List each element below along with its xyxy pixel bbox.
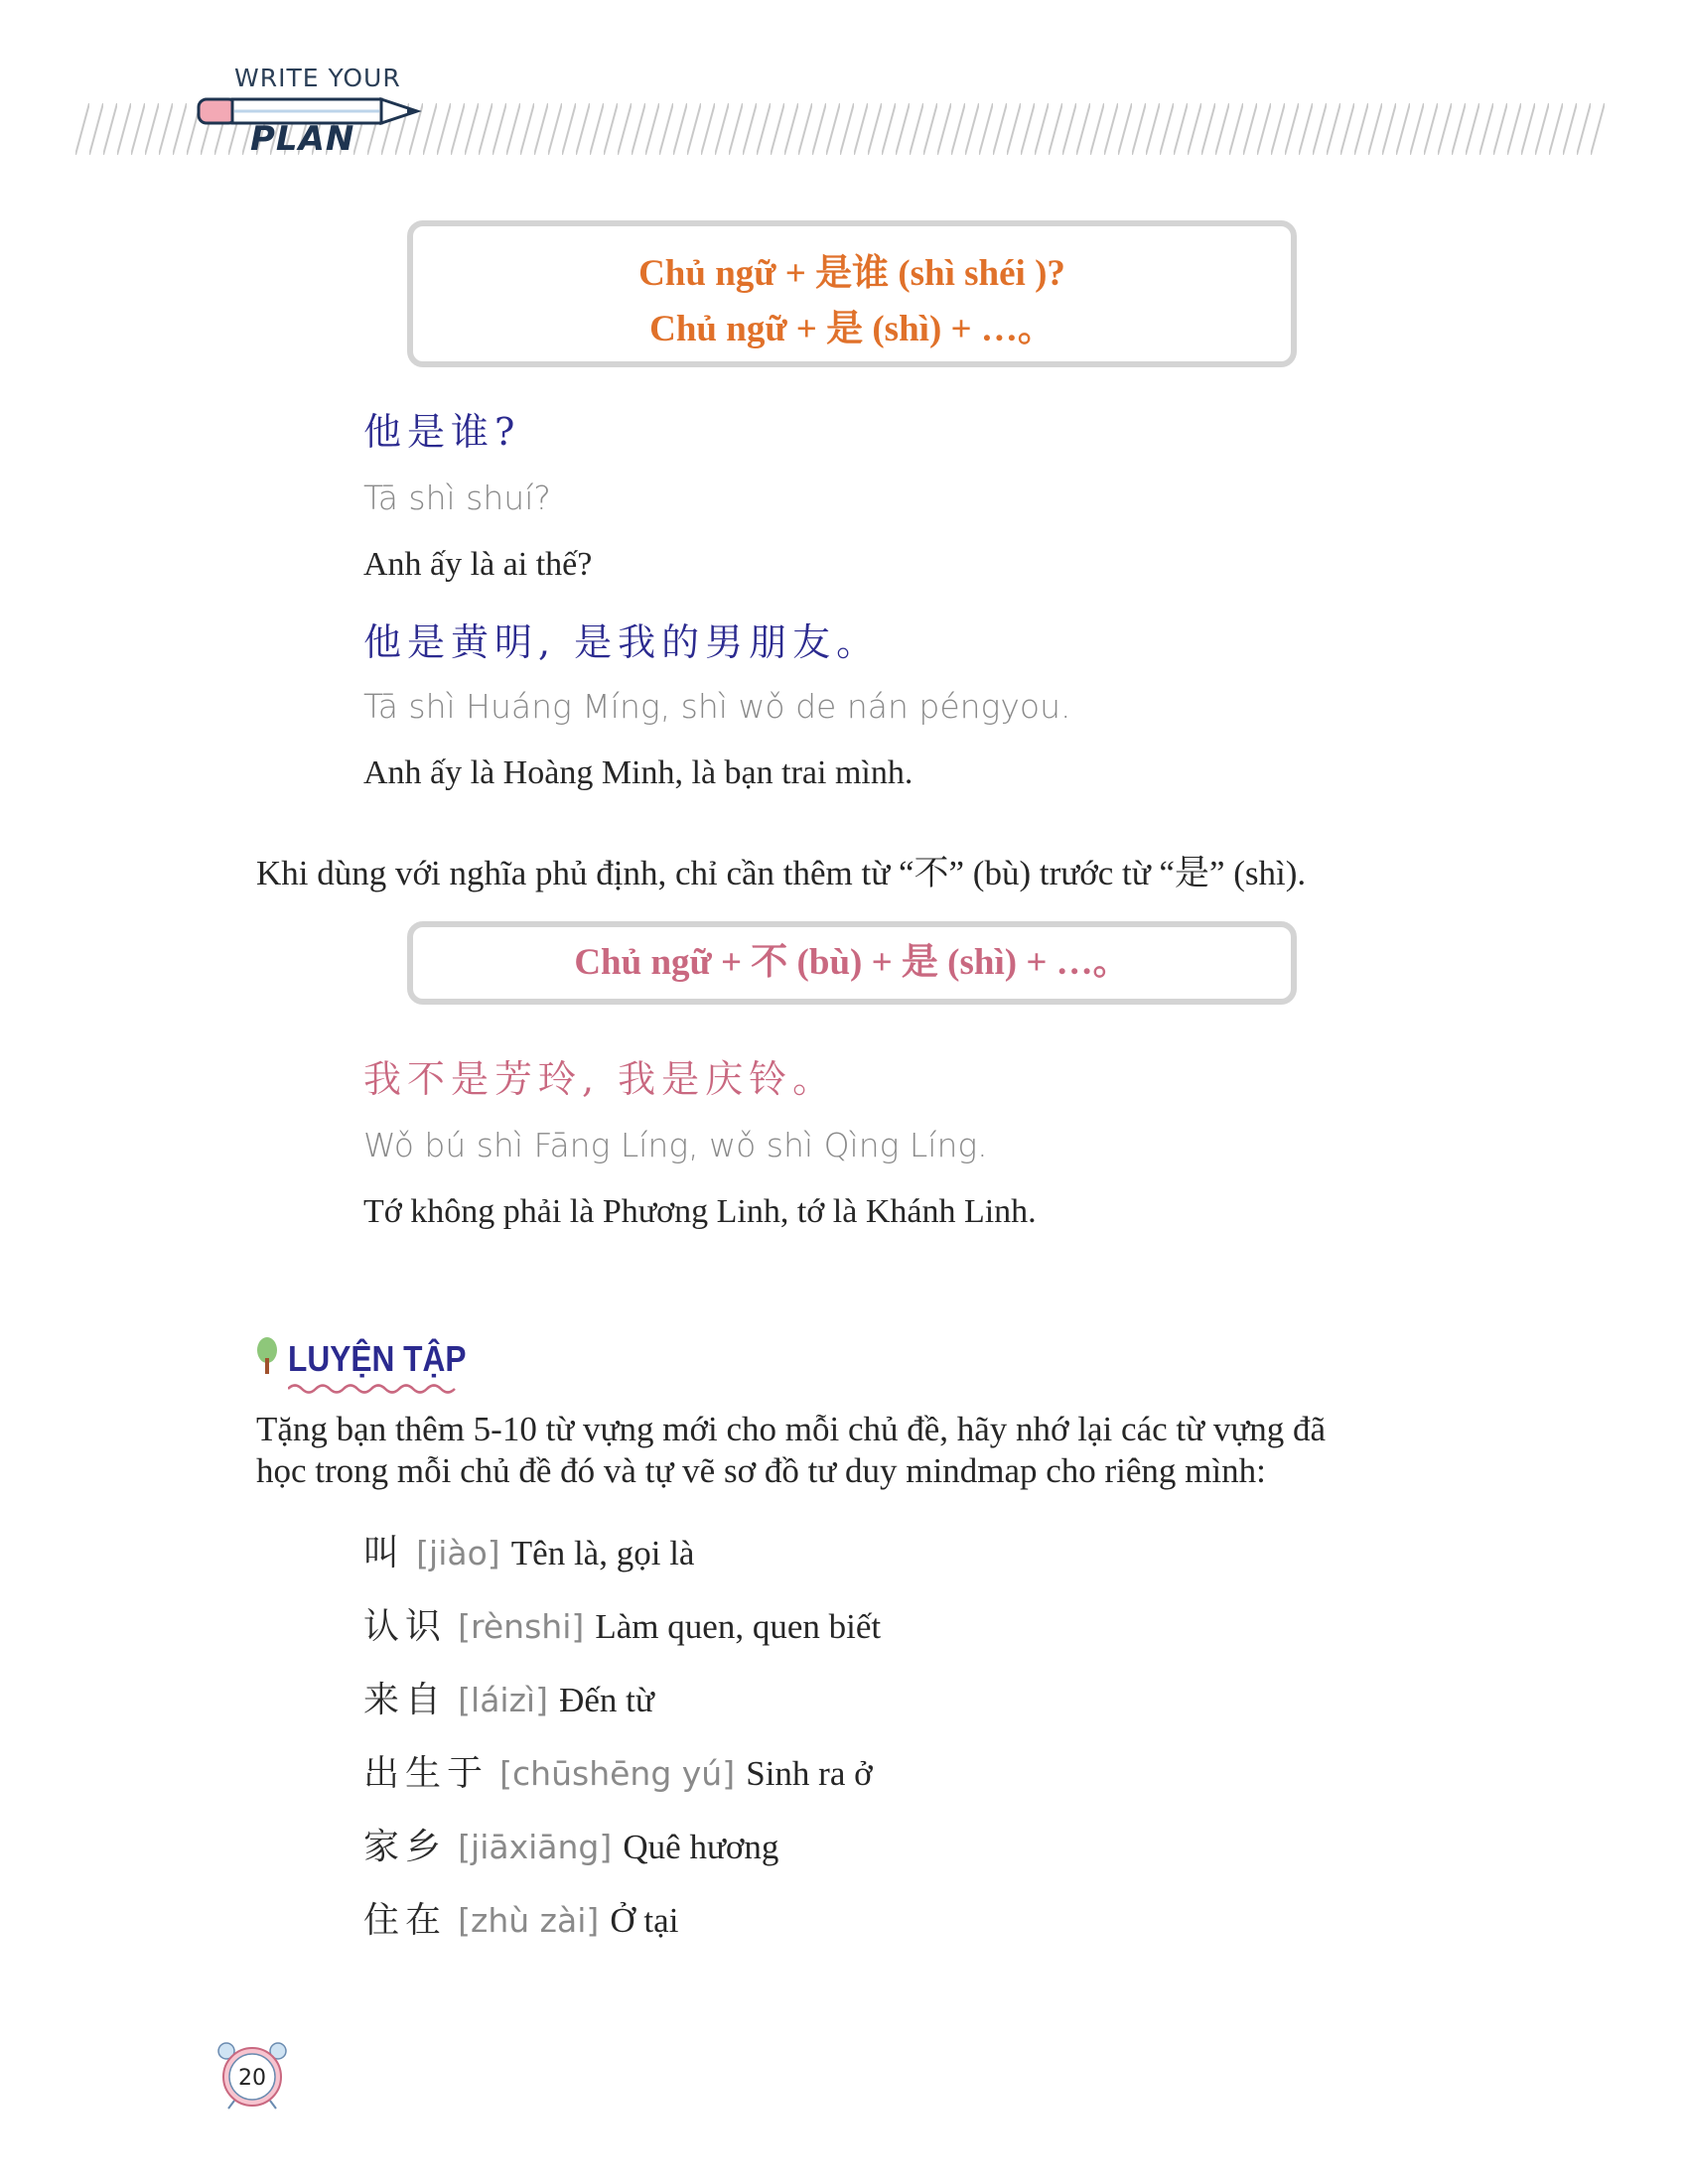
pattern-question-line: Chủ ngữ + 是谁 (shì shéi )? <box>638 253 1065 294</box>
negation-pattern-box <box>407 921 1297 1005</box>
vocab-hanzi: 家乡 <box>363 1827 448 1867</box>
negation-example-pinyin: Wǒ bú shì Fāng Líng, wǒ shì Qìng Líng. <box>363 1126 988 1164</box>
vocab-item <box>363 1819 778 1869</box>
vocab-meaning: Làm quen, quen biết <box>595 1607 882 1646</box>
tree-icon <box>254 1336 280 1376</box>
vocab-hanzi: 来自 <box>363 1680 448 1720</box>
negation-pattern-line: Chủ ngữ + 不 (bù) + 是 (shì) + …。 <box>574 942 1130 983</box>
example-pinyin: Tā shì shuí? <box>363 478 551 517</box>
grammar-pattern-box <box>407 220 1297 367</box>
vocab-pinyin: [zhù zài] <box>458 1901 600 1940</box>
vocab-hanzi: 住在 <box>363 1900 448 1941</box>
vocab-item <box>363 1745 873 1796</box>
vocab-pinyin: [láizì] <box>458 1681 548 1719</box>
vocab-hanzi: 叫 <box>363 1533 406 1573</box>
vocab-meaning: Tên là, gọi là <box>510 1534 695 1572</box>
example-chinese: 他是黄明, 是我的男朋友。 <box>363 620 881 664</box>
vocab-meaning: Ở tại <box>610 1901 679 1940</box>
vocab-hanzi: 认识 <box>363 1606 448 1647</box>
example-translation: Anh ấy là Hoàng Minh, là bạn trai mình. <box>363 754 914 791</box>
vocab-pinyin: [rènshi] <box>458 1607 585 1646</box>
vocab-item <box>363 1892 678 1943</box>
negation-example-chinese: 我不是芳玲, 我是庆铃。 <box>363 1057 837 1101</box>
example-translation: Anh ấy là ai thế? <box>363 546 593 583</box>
vocab-meaning: Sinh ra ở <box>746 1754 873 1793</box>
vocab-item <box>363 1672 654 1722</box>
practice-heading: LUYỆN TẬP <box>288 1338 467 1379</box>
pattern-answer-line: Chủ ngữ + 是 (shì) + …。 <box>649 309 1055 349</box>
heading-underline-wave <box>288 1382 457 1396</box>
vocab-pinyin: [jiāxiāng] <box>458 1828 613 1866</box>
logo-text-bottom: PLAN <box>250 119 355 159</box>
vocab-pinyin: [chūshēng yú] <box>499 1754 736 1793</box>
practice-intro-line2: học trong mỗi chủ đề đó và tự vẽ sơ đồ tư duy mindmap cho riêng mình: <box>256 1451 1266 1490</box>
vocab-item <box>363 1598 881 1649</box>
example-chinese: 他是谁? <box>363 410 521 454</box>
vocab-pinyin: [jiào] <box>416 1534 500 1572</box>
practice-intro-line1: Tặng bạn thêm 5-10 từ vựng mới cho mỗi chủ đề, hãy nhớ lại các từ vựng đã <box>256 1410 1327 1448</box>
logo-text-top: WRITE YOUR <box>234 64 401 92</box>
vocab-item <box>363 1525 694 1575</box>
example-pinyin: Tā shì Huáng Míng, shì wǒ de nán péngyou. <box>363 687 1071 726</box>
vocab-meaning: Đến từ <box>559 1681 654 1719</box>
page-number: 20 <box>238 2066 266 2091</box>
negation-note: Khi dùng với nghĩa phủ định, chỉ cần thêm từ “不” (bù) trước từ “是” (shì). <box>256 854 1307 892</box>
vocab-hanzi: 出生于 <box>363 1753 490 1794</box>
vocab-meaning: Quê hương <box>623 1828 779 1866</box>
negation-example-translation: Tớ không phải là Phương Linh, tớ là Khánh Linh. <box>363 1193 1037 1230</box>
